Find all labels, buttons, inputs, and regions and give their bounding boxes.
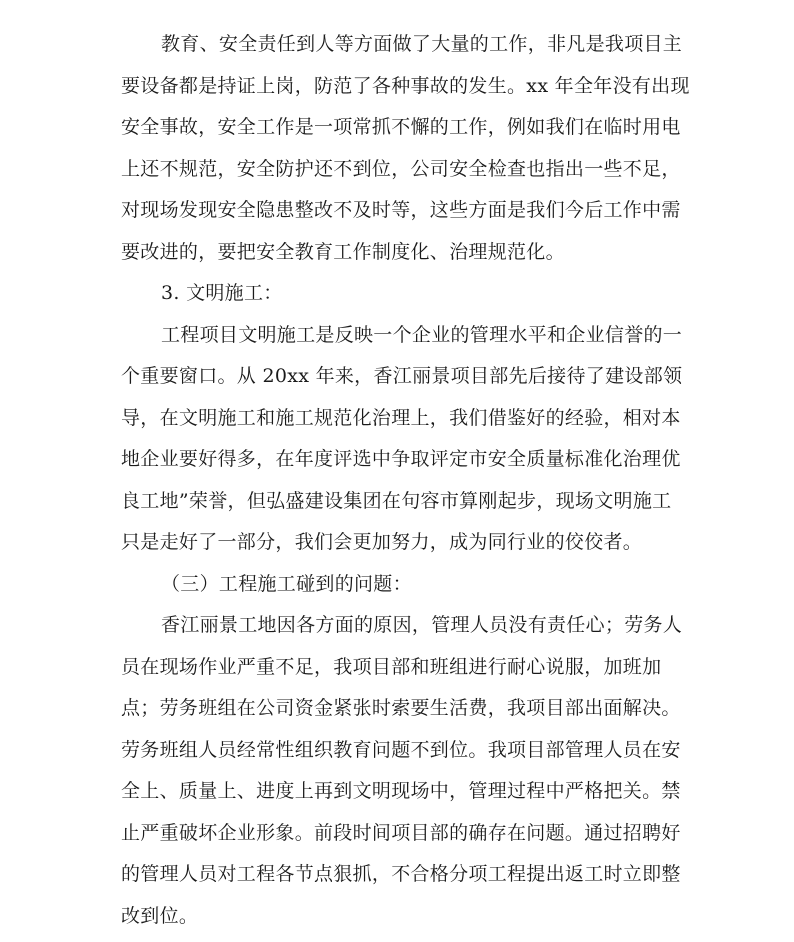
paragraph-safety <box>121 24 690 273</box>
text-line: 止严重破坏企业形象。前段时间项目部的确存在问题。通过招聘好 <box>121 821 681 844</box>
text-line: 地企业要好得多，在年度评选中争取评定市安全质量标准化治理优 <box>121 448 681 470</box>
text-line: 个重要窗口。从 20xx 年来，香江丽景项目部先后接待了建设部领 <box>121 365 683 387</box>
heading-line: （三）工程施工碰到的问题： <box>161 572 412 595</box>
text-line: 的管理人员对工程各节点狠抓，不合格分项工程提出返工时立即整 <box>121 863 681 885</box>
text-line: 安全事故，安全工作是一项常抓不懈的工作，例如我们在临时用电 <box>121 116 681 138</box>
section-heading-problems <box>121 564 675 606</box>
text-line: 要改进的，要把安全教育工作制度化、治理规范化。 <box>121 240 565 263</box>
text-line: 香江丽景工地因各方面的原因，管理人员没有责任心；劳务人 <box>161 614 683 636</box>
text-line: 劳务班组人员经常性组织教育问题不到位。我项目部管理人员在安 <box>121 738 681 761</box>
text-line: 教育、安全责任到人等方面做了大量的工作，非凡是我项目主 <box>161 33 683 55</box>
text-line: 员在现场作业严重不足，我项目部和班组进行耐心说服，加班加 <box>121 655 662 678</box>
paragraph-civilized-construction <box>121 315 683 564</box>
text-line: 要设备都是持证上岗，防范了各种事故的发生。xx 年全年没有出现 <box>121 74 690 97</box>
text-line: 点；劳务班组在公司资金紧张时索要生活费，我项目部出面解决。 <box>121 697 681 719</box>
text-line: 良工地”荣誉，但弘盛建设集团在句容市算刚起步，现场文明施工 <box>121 489 672 512</box>
text-line: 工程项目文明施工是反映一个企业的管理水平和企业信誉的一 <box>161 323 683 346</box>
document-page <box>121 24 690 937</box>
text-line: 导，在文明施工和施工规范化治理上，我们借鉴好的经验，相对本 <box>121 406 681 429</box>
text-line: 改到位。 <box>121 904 199 927</box>
heading-line: 3. 文明施工： <box>161 282 283 304</box>
text-line: 上还不规范，安全防护还不到位，公司安全检查也指出一些不足， <box>121 157 681 180</box>
text-line: 全上、质量上、进度上再到文明现场中，管理过程中严格把关。禁 <box>121 780 681 802</box>
text-line: 只是走好了一部分，我们会更加努力，成为同行业的佼佼者。 <box>121 531 643 553</box>
text-line: 对现场发现安全隐患整改不及时等，这些方面是我们今后工作中需 <box>121 199 681 221</box>
paragraph-problems <box>121 605 683 937</box>
section-heading-civilized-construction <box>121 273 675 315</box>
